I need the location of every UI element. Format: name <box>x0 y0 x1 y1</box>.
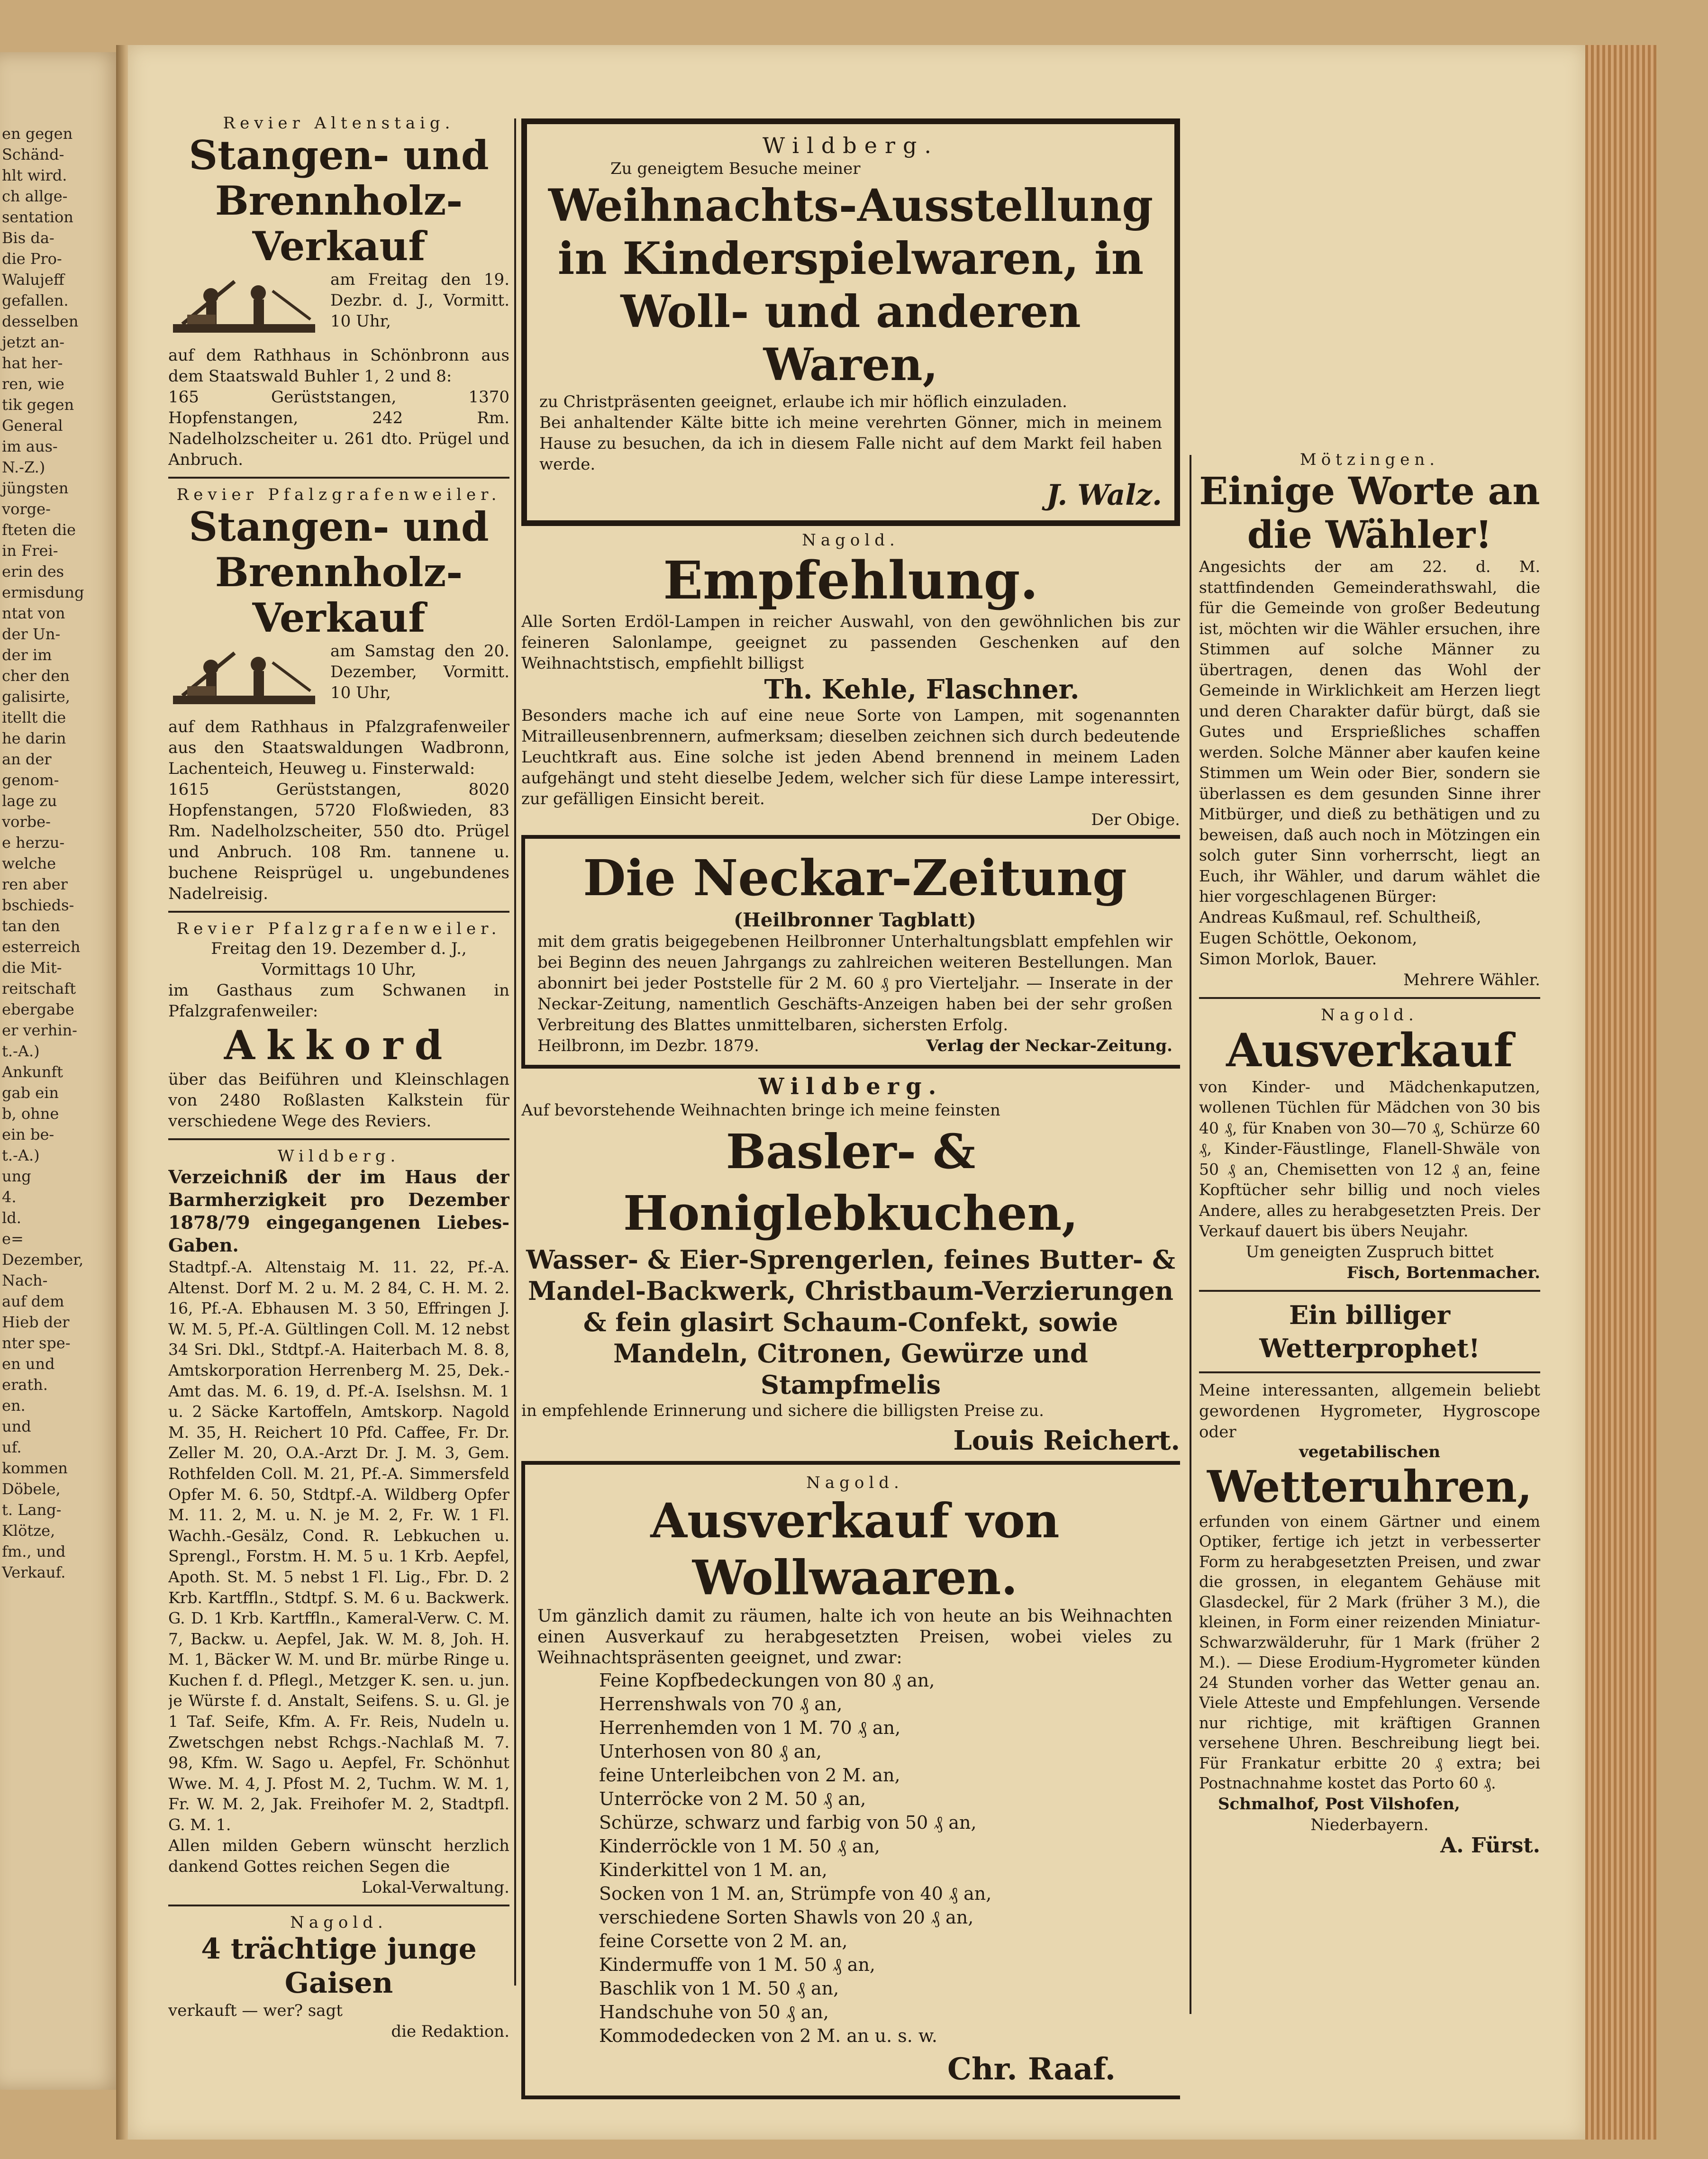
left-page-line: galisirte, <box>2 688 70 706</box>
ad-title: 4 trächtige junge Gaisen <box>201 1932 477 2000</box>
left-page-line: in Frei- <box>2 542 58 560</box>
ad-text-1: zu Christpräsenten geeignet, erlaube ich mir höflich einzuladen. <box>539 392 1067 411</box>
left-page-line: itellt die <box>2 708 66 726</box>
ad-place: Revier Pfalzgrafenweiler. <box>176 485 501 504</box>
ad-title: Weihnachts-Ausstellung in Kinderspielwaren, in Woll- und anderen Waren, <box>548 180 1154 391</box>
left-page-line: Walujeff <box>2 271 64 289</box>
divider <box>1199 1371 1540 1373</box>
left-page-line: jüngsten <box>2 479 69 497</box>
ad-intro: Zu geneigtem Besuche meiner <box>610 159 861 178</box>
column-2 <box>521 114 1180 2104</box>
ad-intro: Meine interessanten, allgemein beliebt gewordenen Hygrometer, Hygroscope oder <box>1199 1380 1540 1442</box>
left-page-line: uf. <box>2 1438 22 1456</box>
ad-weihnachts-ausstellung <box>521 118 1180 526</box>
left-page-line: lage zu <box>2 792 57 810</box>
left-page-line: ermisdung <box>2 583 84 601</box>
divider <box>1199 1290 1540 1292</box>
left-page-line: erin des <box>2 562 64 581</box>
ad-text: verkauft — wer? sagt <box>168 2001 343 2020</box>
list-item: Herrenshwals von 70 ₰ an, <box>599 1694 843 1714</box>
ad-wetterprophet <box>1199 1298 1540 1856</box>
left-page-line: General <box>2 417 63 435</box>
left-page-line: gefallen. <box>2 291 69 309</box>
ad-intro: Auf bevorstehende Weihnachten bringe ich meine feinsten <box>521 1101 1000 1120</box>
left-page-line: desselben <box>2 312 79 330</box>
ad-text-1: am Freitag den 19. Dezbr. d. J., Vormitt. 10 Uhr, <box>330 270 509 331</box>
left-page-line: genom- <box>2 771 59 789</box>
ad-text-2: auf dem Rathhaus in Pfalzgrafenweiler aus den Staatswaldungen Wadbronn, Lachenteich, Heuweg u. Finsterwald: <box>168 717 509 778</box>
list-item: verschiedene Sorten Shawls von 20 ₰ an, <box>599 1907 974 1928</box>
left-page-line: ch allge- <box>2 187 68 205</box>
list-item: Feine Kopfbedeckungen von 80 ₰ an, <box>599 1670 935 1691</box>
ad-closing: Allen milden Gebern wünscht herzlich dankend Gottes reichen Segen die <box>168 1836 509 1876</box>
ad-item-list <box>537 1669 1172 2048</box>
ad-gaisen <box>168 1913 509 2042</box>
ad-text: erfunden von einem Gärtner und einem Optiker, fertige ich jetzt in verbesserter Form zu herabgesetzten Preisen, und zwar die grossen, in elegantem Gehäuse mit Glasdeckel, für 2 Mark (früher 3 M.), die kleinen, in Form einer reizenden Miniatur-Schwarzwälderuhr, für 1 Mark (früher 2 M.). — Diese Erodium-Hygrometer künden 24 Stunden vorher das Wetter genau an. Viele Atteste und Empfehlungen. Versende nur richtige, mit kräftigen Grannen versehene Uhren. Beschreibung liegt bei. Für Frankatur erbitte 20 ₰ extra; bei Postnachnahme kostet das Porto 60 ₰. <box>1199 1512 1540 1792</box>
left-page-line: vorge- <box>2 500 51 518</box>
ad-text-3: 1615 Gerüststangen, 8020 Hopfenstangen, 5720 Floßwieden, 83 Rm. Nadelholzscheiter, 550 dto. Prügel und Anbruch. 108 Rm. tannene u. buchene Reisprügel u. ungebundenes Nadelreisig. <box>168 780 509 903</box>
ad-text-1: Freitag den 19. Dezember d. J., Vormittags 10 Uhr, <box>211 939 467 979</box>
ad-worte-an-die-waehler <box>1199 450 1540 990</box>
ad-sub: vegetabilischen <box>1299 1442 1440 1461</box>
left-page-fragment <box>0 52 121 2090</box>
left-page-line: N.-Z.) <box>2 458 45 476</box>
ad-title: Akkord <box>224 1022 454 1069</box>
ad-signature: Louis Reichert. <box>953 1425 1180 1456</box>
ad-ausverkauf-kaputzen <box>1199 1006 1540 1283</box>
ad-subtitle: (Heilbronner Tagblatt) <box>734 909 976 931</box>
left-page-line: bschieds- <box>2 896 74 914</box>
left-page-line: reitschaft <box>2 980 76 998</box>
left-page-line: hlt wird. <box>2 166 67 184</box>
ad-text-1: Wasser- & Eier-Sprengerlen, feines Butter- & Mandel-Backwerk, Christbaum-Verzierungen & fein glasirt Schaum-Confekt, sowie Mandeln, Citronen, Gewürze und Stampfmelis <box>526 1244 1175 1400</box>
ad-title: Die Neckar-Zeitung <box>583 849 1127 907</box>
ad-text: Stadtpf.-A. Altenstaig M. 11. 22, Pf.-A. Altenst. Dorf M. 2 u. M. 2 84, C. H. M. 2. 16, Pf.-A. Ebhausen M. 3 50, Effringen J. W. M. 5, Pf.-A. Gültlingen Coll. M. 12 nebst 34 Sri. Dkl., Stdtpf.-A. Haiterbach M. 8. 8, Amtskorporation Herrenberg M. 25, Dek.-Amt das. M. 6. 19, d. Pf.-A. Iselshsn. M. 1 u. 2 Säcke Kartoffeln, Amtskorp. Nagold M. 35, H. Reichert 10 Pfd. Caffee, Fr. Dr. Zeller M. 20, O.A.-Arzt Dr. J. M. 3, Gem. Rothfelden Coll. M. 21, Pf.-A. Simmersfeld Opfer M. 6. 50, Stdtpf.-A. Wildberg Opfer M. 11. 2, M. u. N. je M. 2, Fr. W. 1 Fl. Wachh.-Gesälz, Cond. R. Lebkuchen u. Sprengl., Forstm. H. M. 5 u. 1 Krb. Aepfel, Apoth. St. M. 5 nebst 1 Fl. Lig., Fbr. D. 2 Krb. Kartffln., Stdtpf. S. M. 6 u. Backwerk. G. D. 1 Krb. Kartffln., Kameral-Verw. C. M. 7, Backw. u. Aepfel, Jak. W. M. 8, Joh. H. M. 1, Bäcker W. M. und Br. mürbe Ringe u. Kuchen f. d. Pflegl., Metzger K. sen. u. jun. je Würste f. d. Anstalt, Seifens. S. u. Gl. je 1 Taf. Seife, Kfm. A. Fr. Reis, Nudeln u. Zwetschgen nebst Rchgs.-Nachlaß M. 7. 98, Kfm. W. Sago u. Aepfel, Fr. Schönhut Wwe. M. 4, J. Pfost M. 2, Tuchm. W. M. 1, Fr. W. M. 2, Jak. Freihofer M. 2, Stadtpfl. G. M. 1. <box>168 1258 509 1834</box>
left-page-line: Hieb der <box>2 1313 70 1331</box>
list-item: Kommodedecken von 2 M. an u. s. w. <box>599 2025 937 2046</box>
ad-signature: Fisch, Bortenmacher. <box>1346 1263 1540 1282</box>
ad-place: Wildberg. <box>758 1073 943 1100</box>
left-page-line: der im <box>2 646 52 664</box>
ad-neckar-zeitung <box>521 835 1180 1069</box>
left-page-line: erath. <box>2 1376 48 1394</box>
left-page-line: Schänd- <box>2 145 64 163</box>
left-page-line: nter spe- <box>2 1334 71 1352</box>
left-page-line: kommen <box>2 1459 68 1477</box>
list-item: Baschlik von 1 M. 50 ₰ an, <box>599 1978 839 1999</box>
left-page-line: im aus- <box>2 437 58 455</box>
list-item: Kindermuffe von 1 M. 50 ₰ an, <box>599 1954 876 1975</box>
ad-title: Stangen- und Brennholz-Verkauf <box>189 132 489 270</box>
left-page-line: Ankunft <box>2 1063 64 1081</box>
ad-signature: Chr. Raaf. <box>947 2051 1116 2087</box>
ad-title: Basler- & Honiglebkuchen, <box>623 1124 1079 1241</box>
ad-signature-2: Der Obige. <box>1091 810 1180 829</box>
left-page-line: die Mit- <box>2 959 62 977</box>
ad-footer <box>537 1035 1172 1056</box>
left-page-line: ren, wie <box>2 375 64 393</box>
ad-empfehlung <box>521 531 1180 830</box>
divider <box>168 1138 509 1140</box>
left-page-line: der Un- <box>2 625 61 643</box>
ad-text: Angesichts der am 22. d. M. stattfindenden Gemeinderathswahl, die für die Gemeinde von großer Bedeutung ist, möchten wir die Wähler ersuchen, ihre Stimmen auf solche Männer zu übertragen, denen das Wohl der Gemeinde in Wirklichkeit am Herzen liegt und deren Charakter dafür bürgt, daß sie Gutes und Ersprießliches schaffen werden. Solche Männer aber kaufen keine Stimmen um Wein oder Bier, sondern sie überlassen es dem gesunden Sinne ihrer Mitbürger, und dieß zu bethätigen und zu beweisen, daß auch noch in Mötzingen ein solch guter Sinn vorherrscht, liegt an Euch, ihr Wähler, und darum wählet die hier vorgeschlagenen Bürger: <box>1199 557 1540 906</box>
left-page-line: hat her- <box>2 354 63 372</box>
ad-ausverkauf-wollwaaren <box>521 1461 1180 2099</box>
divider <box>168 911 509 913</box>
list-item: Socken von 1 M. an, Strümpfe von 40 ₰ an, <box>599 1883 992 1904</box>
ad-liebes-gaben <box>168 1147 509 1898</box>
left-page-line: en und <box>2 1355 55 1373</box>
ad-signature: A. Fürst. <box>1440 1833 1540 1858</box>
ad-text-2: Besonders mache ich auf eine neue Sorte von Lampen, mit sogenannten Mitrailleusenbrennern, aufmerksam; dieselben zeichnen sich durch bedeutende Leuchtkraft aus. Eine solche ist jeden Abend brennend in meinem Laden aufgehängt und steht dieselbe Jedem, welcher sich für diese Lampe interessirt, zur gefälligen Einsicht bereit. <box>521 706 1180 808</box>
left-page-line: ebergabe <box>2 1000 74 1018</box>
left-page-line: vorbe- <box>2 813 51 831</box>
ad-signature: Verlag der Neckar-Zeitung. <box>926 1036 1172 1055</box>
left-page-line: en gegen <box>2 125 73 143</box>
ad-place: Revier Pfalzgrafenweiler. <box>176 919 501 938</box>
ad-signature: Lokal-Verwaltung. <box>362 1878 509 1897</box>
left-page-line: tik gegen <box>2 396 74 414</box>
ad-text-2: im Gasthaus zum Schwanen in Pfalzgrafenweiler: <box>168 981 509 1021</box>
left-page-line: esterreich <box>2 938 81 956</box>
left-page-line: ld. <box>2 1209 21 1227</box>
ad-revier-pfalzgrafenweiler <box>168 485 509 904</box>
list-item: Handschuhe von 50 ₰ an, <box>599 2002 829 2023</box>
ad-address-1: Schmalhof, Post Vilshofen, <box>1218 1794 1460 1814</box>
ad-signature: die Redaktion. <box>391 2022 509 2041</box>
ad-name-3: Simon Morlok, Bauer. <box>1199 949 1377 969</box>
left-page-line: welche <box>2 854 56 872</box>
left-page-line: fm., und <box>2 1542 66 1560</box>
left-page-line: e= <box>2 1230 24 1248</box>
ad-signature: J. Walz. <box>1046 479 1162 512</box>
left-page-line: er verhin- <box>2 1021 77 1039</box>
column-rule-right <box>1190 455 1191 2014</box>
left-page-line: ren aber <box>2 875 68 893</box>
divider <box>1199 997 1540 999</box>
ad-text-2: in empfehlende Erinnerung und sichere die billigsten Preise zu. <box>521 1401 1044 1420</box>
ad-akkord <box>168 919 509 1132</box>
left-page-line: 4. <box>2 1188 17 1206</box>
ad-text-1: am Samstag den 20. Dezember, Vormitt. 10 Uhr, <box>330 642 509 702</box>
ad-text: von Kinder- und Mädchenkaputzen, wollenen Tüchlen für Mädchen von 30 bis 40 ₰, für Knaben von 30—70 ₰, Schürze 60 ₰, Kinder-Fäustlinge, Flanell-Shwäle von 50 ₰ an, Chemisetten von 12 ₰ an, feine Kopftücher sehr billig und noch vieles Andere, alles zu herabgesetzten Preis. Der Verkauf dauert bis übers Neujahr. <box>1199 1077 1540 1240</box>
left-page-line: cher den <box>2 667 70 685</box>
left-page-line: en. <box>2 1397 26 1415</box>
list-item: feine Unterleibchen von 2 M. an, <box>599 1765 900 1786</box>
ad-place: Nagold. <box>806 1473 904 1492</box>
ad-text-3: 165 Gerüststangen, 1370 Hopfenstangen, 242 Rm. Nadelholzscheiter u. 261 dto. Prügel und Anbruch. <box>168 388 509 469</box>
ad-name-1: Andreas Kußmaul, ref. Schultheiß, <box>1199 907 1481 927</box>
left-page-line: an der <box>2 750 52 768</box>
left-page-lines <box>0 123 121 1583</box>
ad-text: mit dem gratis beigegebenen Heilbronner Unterhaltungsblatt empfehlen wir bei Beginn des neuen Jahrgangs zu zahlreichen weiteren Bestellungen. Man abonnirt bei jeder Poststelle für 2 M. 60 ₰ pro Vierteljahr. — Inserate in der Neckar-Zeitung, namentlich Geschäfts-Anzeigen haben bei der sehr großen Verbreitung des Blattes unmittelbaren, sichersten Erfolg. <box>537 932 1172 1034</box>
ad-place: Mötzingen. <box>1299 450 1440 469</box>
ad-intro: Um gänzlich damit zu räumen, halte ich von heute an bis Weihnachten einen Ausverkauf zu herabgesetzten Preisen, wobei vieles zu Weihnachtspräsenten geeignet, und zwar: <box>537 1606 1172 1668</box>
left-page-line: he darin <box>2 729 66 747</box>
ad-revier-altenstaig <box>168 114 509 470</box>
column-1 <box>168 114 509 2104</box>
ad-place: Nagold. <box>290 1913 388 1932</box>
list-item: Kinderkittel von 1 M. an, <box>599 1860 827 1880</box>
list-item: Unterröcke von 2 M. 50 ₰ an, <box>599 1788 866 1809</box>
left-page-line: e herzu- <box>2 834 65 852</box>
ad-place: Wildberg. <box>762 133 939 158</box>
ad-title: Stangen- und Brennholz-Verkauf <box>189 503 489 641</box>
ad-title: Ein billiger Wetterprophet! <box>1259 1299 1480 1363</box>
list-item: feine Corsette von 2 M. an, <box>599 1931 848 1951</box>
left-page-line: die Pro- <box>2 250 62 268</box>
ad-text-1: Alle Sorten Erdöl-Lampen in reicher Auswahl, von den gewöhnlichen bis zur feineren Salonlampe, geeignet zu passenden Geschenken auf den Weihnachtstisch, empfiehlt billigst <box>521 612 1180 673</box>
ad-place: Revier Altenstaig. <box>223 114 455 133</box>
list-item: Kinderröckle von 1 M. 50 ₰ an, <box>599 1836 881 1857</box>
ad-text-3: über das Beiführen und Kleinschlagen von 2480 Roßlasten Kalkstein für verschiedene Wege des Reviers. <box>168 1070 509 1131</box>
ad-date: Heilbronn, im Dezbr. 1879. <box>537 1036 759 1055</box>
left-page-line: Bis da- <box>2 229 55 247</box>
divider <box>168 1905 509 1906</box>
ad-text-2: Bei anhaltender Kälte bitte ich meine verehrten Gönner, mich in meinem Hause zu besuchen, da ich in diesem Falle nicht auf dem Markt feil haben werde. <box>539 413 1162 474</box>
left-page-line: Verkauf. <box>2 1563 66 1581</box>
list-item: Unterhosen von 80 ₰ an, <box>599 1741 822 1762</box>
list-item: Herrenhemden von 1 M. 70 ₰ an, <box>599 1717 901 1738</box>
ad-title: Empfehlung. <box>663 550 1038 611</box>
woodcutters-illustration <box>168 644 325 715</box>
left-page-line: jetzt an- <box>2 333 65 351</box>
ad-name-2: Eugen Schöttle, Oekonom, <box>1199 928 1417 948</box>
ad-text-2: auf dem Rathhaus in Schönbronn aus dem Staatswald Buhler 1, 2 und 8: <box>168 346 509 386</box>
left-page-line: t.-A.) <box>2 1146 40 1164</box>
left-page-line: und <box>2 1417 31 1435</box>
divider <box>168 477 509 479</box>
ad-closing: Um geneigten Zuspruch bittet <box>1245 1242 1494 1261</box>
left-page-line: Nach- <box>2 1271 48 1289</box>
ad-title-2: Wetteruhren, <box>1207 1460 1533 1512</box>
ad-title: Einige Worte an die Wähler! <box>1199 469 1540 557</box>
left-page-line: sentation <box>2 208 73 226</box>
left-page-line: ung <box>2 1167 31 1185</box>
left-page-line: gab ein <box>2 1084 59 1102</box>
left-page-line: t.-A.) <box>2 1042 40 1060</box>
left-page-line: tan den <box>2 917 60 935</box>
page-edge <box>1585 45 1656 2140</box>
ad-lebkuchen <box>521 1073 1180 1456</box>
left-page-line: Döbele, <box>2 1480 61 1498</box>
column-rule-left <box>514 118 516 1986</box>
left-page-line: b, ohne <box>2 1105 59 1123</box>
ad-title: Ausverkauf <box>1226 1023 1513 1077</box>
ad-address-2: Niederbayern. <box>1310 1815 1429 1834</box>
ad-place: Wildberg. <box>277 1147 400 1166</box>
left-page-line: ein be- <box>2 1125 55 1143</box>
left-page-line: t. Lang- <box>2 1501 62 1519</box>
row-empfehlung <box>521 531 1180 830</box>
list-item: Schürze, schwarz und farbig von 50 ₰ an, <box>599 1812 977 1833</box>
ad-title: Verzeichniß der im Haus der Barmherzigkeit pro Dezember 1878/79 eingegangenen Liebes-Gaben. <box>168 1166 509 1256</box>
woodcutters-illustration <box>168 272 325 343</box>
ad-place: Nagold. <box>1321 1005 1418 1025</box>
ad-title: Ausverkauf von Wollwaaren. <box>650 1493 1060 1606</box>
column-3 <box>1199 450 1540 2104</box>
left-page-line: fteten die <box>2 521 76 539</box>
left-page-line: Klötze, <box>2 1522 55 1540</box>
ad-signature: Mehrere Wähler. <box>1403 970 1540 989</box>
left-page-line: auf dem <box>2 1292 64 1310</box>
ad-place: Nagold. <box>802 531 899 550</box>
left-page-line: Dezember, <box>2 1251 84 1269</box>
ad-signature: Th. Kehle, Flaschner. <box>764 674 1080 705</box>
left-page-line: ntat von <box>2 604 65 622</box>
